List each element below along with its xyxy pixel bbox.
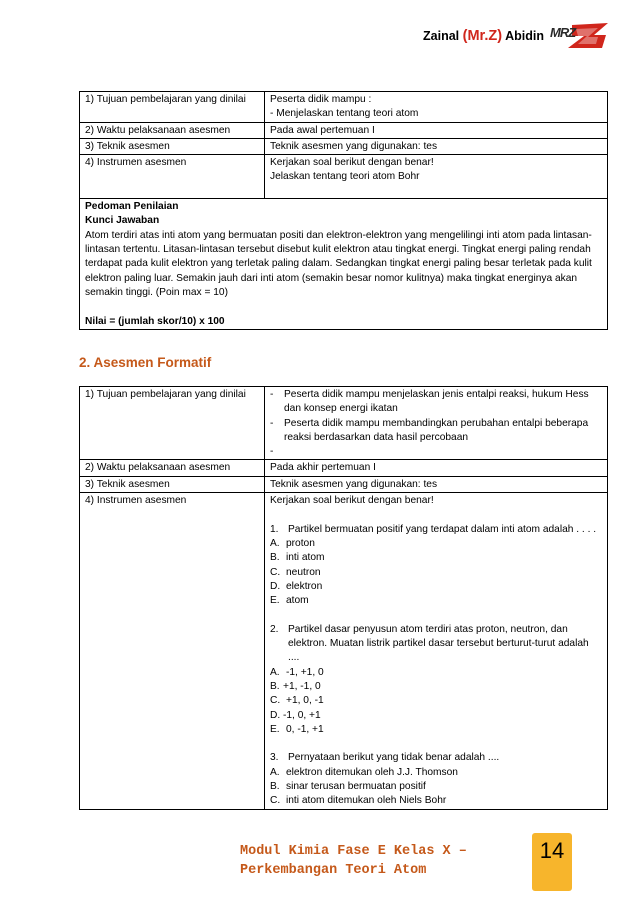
page-header bbox=[423, 18, 610, 54]
option-text: inti atom bbox=[286, 552, 325, 564]
option-text: inti atom ditemukan oleh Niels Bohr bbox=[286, 795, 447, 807]
option bbox=[270, 723, 602, 737]
row-value: Teknik asesmen yang digunakan: tes bbox=[265, 138, 608, 154]
bullet-dash: - bbox=[270, 417, 274, 429]
option bbox=[270, 666, 602, 680]
option-text: atom bbox=[286, 595, 309, 607]
table-row bbox=[80, 387, 608, 460]
option bbox=[270, 794, 602, 808]
option-text: -1, +1, 0 bbox=[286, 666, 324, 678]
option-text: -1, 0, +1 bbox=[283, 709, 321, 721]
table-row bbox=[80, 155, 608, 199]
page-number-badge bbox=[532, 833, 572, 891]
option-text: neutron bbox=[286, 566, 321, 578]
objective-intro: Peserta didik mampu : bbox=[270, 94, 372, 105]
option bbox=[270, 694, 602, 708]
option bbox=[270, 566, 602, 580]
option-text: proton bbox=[286, 537, 315, 549]
row-value bbox=[265, 387, 608, 460]
row-label: 4) Instrumen asesmen bbox=[80, 493, 265, 810]
question-1 bbox=[270, 523, 602, 537]
author-first: Zainal bbox=[423, 29, 460, 43]
row-label: 1) Tujuan pembelajaran yang dinilai bbox=[80, 92, 265, 123]
instrument-intro: Kerjakan soal berikut dengan benar! bbox=[270, 495, 434, 507]
option-text: elektron ditemukan oleh J.J. Thomson bbox=[286, 766, 458, 778]
instrument-question: Jelaskan tentang teori atom Bohr bbox=[270, 171, 420, 183]
table-row bbox=[80, 476, 608, 492]
assessment-table-1 bbox=[79, 91, 608, 330]
option-letter: A. bbox=[270, 766, 280, 778]
row-value: Pada awal pertemuan I bbox=[265, 122, 608, 138]
question-2 bbox=[270, 623, 602, 666]
option-text: 0, -1, +1 bbox=[286, 723, 324, 735]
option-letter: C. bbox=[270, 695, 281, 707]
row-label: 3) Teknik asesmen bbox=[80, 138, 265, 154]
question-text: Partikel dasar penyusun atom terdiri atas proton, neutron, dan elektron. Muatan listrik partikel dasar tersebut berturut-turut adalah .... bbox=[288, 623, 589, 664]
objective-item: Peserta didik mampu menjelaskan jenis entalpi reaksi, hukum Hess dan konsep energi ikatan bbox=[284, 389, 589, 415]
row-value bbox=[265, 493, 608, 810]
option-text: +1, -1, 0 bbox=[283, 680, 321, 692]
table-row bbox=[80, 493, 608, 810]
author-nickname: (Mr.Z) bbox=[462, 28, 503, 44]
option-text: sinar terusan bermuatan positif bbox=[286, 781, 426, 793]
option-letter: E. bbox=[270, 723, 280, 735]
instrument-line: Kerjakan soal berikut dengan benar! bbox=[270, 157, 434, 169]
table-row bbox=[80, 199, 608, 330]
score-formula: Nilai = (jumlah skor/10) x 100 bbox=[85, 315, 225, 327]
option-letter: A. bbox=[270, 666, 280, 678]
page-number: 14 bbox=[539, 838, 565, 863]
objective-item: Peserta didik mampu membandingkan perubahan entalpi beberapa reaksi berdasarkan data hasil percobaan bbox=[284, 417, 589, 443]
option-text: +1, 0, -1 bbox=[286, 695, 324, 707]
row-value bbox=[265, 155, 608, 199]
option bbox=[270, 551, 602, 565]
table-row bbox=[80, 122, 608, 138]
row-label: 3) Teknik asesmen bbox=[80, 476, 265, 492]
option bbox=[270, 680, 602, 694]
author-name bbox=[423, 28, 544, 44]
option-letter: B. bbox=[270, 552, 280, 564]
row-label: 2) Waktu pelaksanaan asesmen bbox=[80, 460, 265, 476]
answer-key-text: Atom terdiri atas inti atom yang bermuatan positi dan elektron-elektron yang mengelilingi inti atom pada lintasan-lintasan tertentu. Litasan-lintasan tersebut disebut kulit elektron atau tingkat energi. Tingkat energi paling rendah terdapat pada kulit elektron yang terletak paling dalam. Sedangkan tingkat energi paling besar terletak pada kulit elektron paling luar. Semakin jauh dari inti atom (semakin besar nomor kulitnya) maka tingkat energinya akan semakin tinggi. (Poin max = 10) bbox=[85, 229, 592, 298]
option bbox=[270, 766, 602, 780]
table-row bbox=[80, 460, 608, 476]
question-3 bbox=[270, 751, 602, 765]
question-text: Partikel bermuatan positif yang terdapat dalam inti atom adalah . . . . bbox=[288, 523, 597, 535]
row-label: 1) Tujuan pembelajaran yang dinilai bbox=[80, 387, 265, 460]
objective-item: - Menjelaskan tentang teori atom bbox=[270, 108, 419, 120]
footer-line-1: Modul Kimia Fase E Kelas X – bbox=[240, 844, 467, 859]
question-number: 1. bbox=[270, 523, 279, 535]
author-last: Abidin bbox=[505, 29, 544, 43]
option-letter: D. bbox=[270, 709, 281, 721]
row-value: Pada akhir pertemuan I bbox=[265, 460, 608, 476]
row-value bbox=[265, 92, 608, 123]
table-row bbox=[80, 138, 608, 154]
option-letter: D. bbox=[270, 580, 281, 592]
row-value: Teknik asesmen yang digunakan: tes bbox=[265, 476, 608, 492]
option-letter: A. bbox=[270, 537, 280, 549]
option bbox=[270, 594, 602, 608]
option bbox=[270, 780, 602, 794]
option-letter: B. bbox=[270, 680, 280, 692]
option bbox=[270, 580, 602, 594]
row-label: 4) Instrumen asesmen bbox=[80, 155, 265, 199]
question-number: 2. bbox=[270, 623, 279, 635]
option-letter: C. bbox=[270, 566, 281, 578]
row-label: 2) Waktu pelaksanaan asesmen bbox=[80, 122, 265, 138]
assessment-table-2 bbox=[79, 386, 608, 810]
option-letter: E. bbox=[270, 595, 280, 607]
question-text: Pernyataan berikut yang tidak benar adalah .... bbox=[288, 752, 500, 764]
option bbox=[270, 709, 602, 723]
answer-key-title: Kunci Jawaban bbox=[85, 215, 160, 227]
bullet-dash: - bbox=[270, 389, 274, 400]
option bbox=[270, 537, 602, 551]
grading-title: Pedoman Penilaian bbox=[85, 201, 179, 213]
option-letter: B. bbox=[270, 781, 280, 793]
footer-title bbox=[240, 842, 467, 880]
table-row bbox=[80, 92, 608, 123]
logo-text: MRZ bbox=[550, 25, 576, 40]
question-number: 3. bbox=[270, 752, 279, 764]
mrz-logo bbox=[550, 21, 610, 51]
grading-guide bbox=[80, 199, 608, 330]
option-letter: C. bbox=[270, 795, 281, 807]
section-title: 2. Asesmen Formatif bbox=[79, 355, 212, 370]
option-text: elektron bbox=[286, 580, 323, 592]
footer-line-2: Perkembangan Teori Atom bbox=[240, 863, 427, 878]
bullet-dash: - bbox=[270, 446, 274, 458]
